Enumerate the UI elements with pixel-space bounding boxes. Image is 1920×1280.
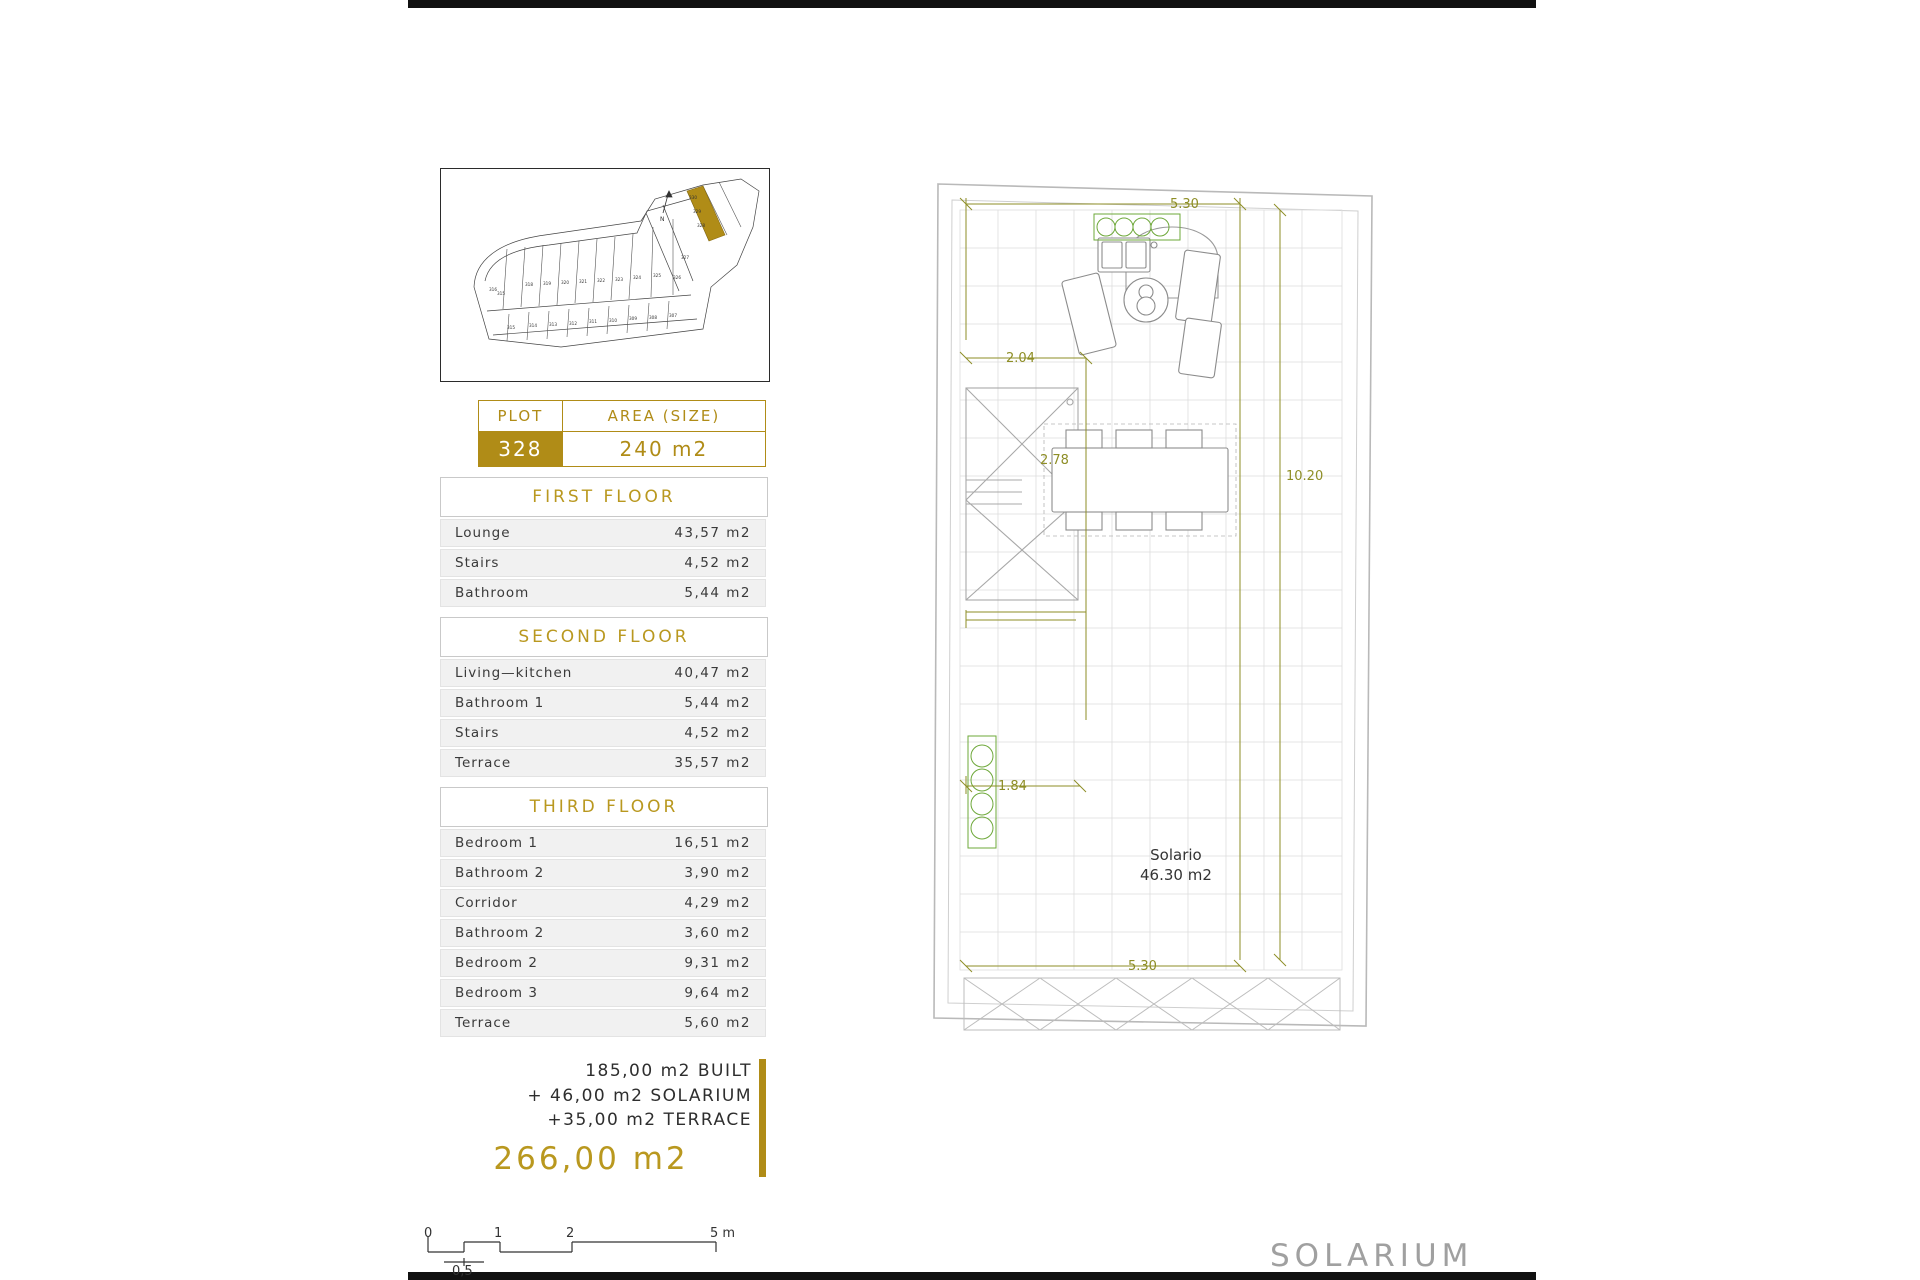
scale-sub-label: 0,5: [452, 1264, 473, 1279]
totals-accent-bar: [759, 1059, 766, 1177]
svg-text:321: 321: [579, 279, 587, 284]
table-row: [440, 949, 766, 977]
room-label-solario: [1140, 845, 1212, 886]
floor-title-first: FIRST FLOOR: [440, 477, 768, 517]
area-header: AREA (SIZE): [562, 401, 765, 432]
site-plan-thumbnail: [440, 168, 770, 382]
dim-right-height: 10.20: [1286, 469, 1324, 484]
svg-text:329: 329: [693, 209, 701, 214]
room-name: Bathroom: [455, 585, 530, 601]
svg-text:327: 327: [681, 255, 689, 260]
table-row: [440, 719, 766, 747]
plot-area-table: [478, 400, 766, 467]
table-row: [440, 689, 766, 717]
room-name: Living—kitchen: [455, 665, 573, 681]
floor-title-third: THIRD FLOOR: [440, 787, 768, 827]
dim-2-04: 2.04: [1006, 351, 1035, 366]
room-area: 4,29 m2: [684, 895, 751, 911]
table-row: [440, 549, 766, 577]
room-area: 40,47 m2: [674, 665, 751, 681]
info-column: [440, 168, 780, 1177]
room-name: Bathroom 1: [455, 695, 545, 711]
table-row: [440, 749, 766, 777]
solarium-floor-plan: [930, 180, 1390, 1040]
total-terrace: +35,00 m2 TERRACE: [547, 1110, 752, 1131]
room-name: Stairs: [455, 725, 500, 741]
svg-text:307: 307: [669, 313, 677, 318]
total-solarium: + 46,00 m2 SOLARIUM: [527, 1085, 752, 1106]
svg-text:320: 320: [561, 280, 569, 285]
plot-number: 328: [479, 432, 563, 467]
floor-title-second: SECOND FLOOR: [440, 617, 768, 657]
table-row: [440, 979, 766, 1007]
svg-text:313: 313: [549, 322, 557, 327]
svg-text:324: 324: [633, 275, 641, 280]
top-rule: [408, 0, 1536, 8]
totals-block: [440, 1059, 766, 1177]
svg-text:323: 323: [615, 277, 623, 282]
svg-text:309: 309: [629, 316, 637, 321]
svg-text:322: 322: [597, 278, 605, 283]
scale-tick-2: 2: [566, 1226, 575, 1241]
table-row: [440, 889, 766, 917]
room-name: Bathroom 2: [455, 865, 545, 881]
room-name: Bedroom 3: [455, 985, 538, 1001]
room-area: 5,44 m2: [684, 585, 751, 601]
table-row: [440, 1009, 766, 1037]
svg-text:314: 314: [529, 323, 537, 328]
room-name: Bedroom 2: [455, 955, 538, 971]
scale-tick-0: 0: [424, 1226, 433, 1241]
svg-text:315: 315: [507, 325, 515, 330]
table-row: [440, 919, 766, 947]
scale-tick-1: 1: [494, 1226, 503, 1241]
room-area: 5,60 m2: [684, 1015, 751, 1031]
svg-text:312: 312: [569, 321, 577, 326]
svg-text:328: 328: [697, 223, 705, 228]
table-row: [440, 519, 766, 547]
svg-text:310: 310: [609, 318, 617, 323]
room-name: Stairs: [455, 555, 500, 571]
room-name: Bedroom 1: [455, 835, 538, 851]
dim-bottom-width: 5.30: [1128, 959, 1157, 974]
svg-text:316: 316: [489, 287, 497, 292]
room-label-area: 46.30 m2: [1140, 866, 1212, 885]
table-row: [440, 859, 766, 887]
svg-text:330: 330: [689, 195, 697, 200]
dim-top-width: 5.30: [1170, 197, 1199, 212]
room-area: 16,51 m2: [674, 835, 751, 851]
room-name: Corridor: [455, 895, 518, 911]
svg-text:326: 326: [673, 275, 681, 280]
room-name: Lounge: [455, 525, 511, 541]
room-area: 4,52 m2: [684, 725, 751, 741]
room-area: 43,57 m2: [674, 525, 751, 541]
sheet-title: SOLARIUM: [1270, 1238, 1474, 1274]
table-row: [440, 579, 766, 607]
room-name: Terrace: [455, 755, 512, 771]
room-area: 4,52 m2: [684, 555, 751, 571]
svg-text:319: 319: [543, 281, 551, 286]
svg-text:315: 315: [497, 291, 505, 296]
dim-2-78: 2.78: [1040, 453, 1069, 468]
total-built: 185,00 m2 BUILT: [585, 1061, 752, 1081]
scale-bar: [424, 1226, 824, 1279]
svg-text:311: 311: [589, 319, 597, 324]
room-area: 5,44 m2: [684, 695, 751, 711]
svg-text:318: 318: [525, 282, 533, 287]
room-area: 9,31 m2: [684, 955, 751, 971]
room-area: 3,90 m2: [684, 865, 751, 881]
plot-area: 240 m2: [562, 432, 765, 467]
room-area: 3,60 m2: [684, 925, 751, 941]
svg-text:325: 325: [653, 273, 661, 278]
svg-text:308: 308: [649, 315, 657, 320]
plot-header: PLOT: [479, 401, 563, 432]
total-grand: 266,00 m2: [493, 1140, 689, 1177]
room-label-name: Solario: [1150, 846, 1202, 864]
table-row: [440, 829, 766, 857]
room-name: Bathroom 2: [455, 925, 545, 941]
dim-1-84: 1.84: [998, 779, 1027, 794]
room-area: 35,57 m2: [674, 755, 751, 771]
table-row: [440, 659, 766, 687]
scale-tick-5m: 5 m: [710, 1226, 736, 1241]
north-label: N: [660, 216, 665, 223]
room-name: Terrace: [455, 1015, 512, 1031]
room-area: 9,64 m2: [684, 985, 751, 1001]
